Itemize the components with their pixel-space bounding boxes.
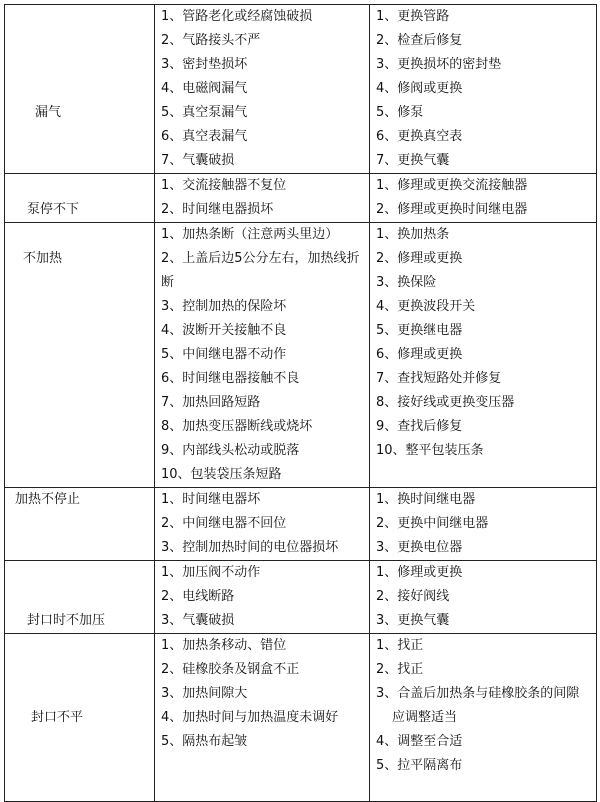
solution-item: 2、接好阀线 xyxy=(376,589,450,604)
cause-item: 5、真空泵漏气 xyxy=(161,105,248,120)
solution-cell xyxy=(370,174,597,223)
solution-item: 7、更换气囊 xyxy=(376,153,450,168)
fault-category: 不加热 xyxy=(23,251,63,266)
cause-item: 1、加热条断（注意两头里边） xyxy=(161,227,339,242)
fault-category-cell xyxy=(5,561,155,634)
cause-item: 2、中间继电器不回位 xyxy=(161,516,287,531)
cause-item: 1、交流接触器不复位 xyxy=(161,178,287,193)
solution-item: 8、接好线或更换变压器 xyxy=(376,395,515,410)
solution-item: 2、找正 xyxy=(376,662,424,677)
fault-category: 封口时不加压 xyxy=(27,613,106,628)
cause-item: 1、管路老化或经腐蚀破损 xyxy=(161,9,313,24)
solution-item: 2、检查后修复 xyxy=(376,33,463,48)
cause-item: 6、真空表漏气 xyxy=(161,129,248,144)
fault-category-cell xyxy=(5,634,155,802)
table-row xyxy=(5,174,597,223)
cause-item: 1、加热条移动、错位 xyxy=(161,638,287,653)
cause-item: 1、时间继电器坏 xyxy=(161,492,261,507)
solution-item: 3、更换损坏的密封垫 xyxy=(376,57,502,72)
solution-item: 10、整平包装压条 xyxy=(376,443,484,458)
solution-item: 6、修理或更换 xyxy=(376,347,463,362)
solution-cell xyxy=(370,488,597,561)
solution-item: 4、修阀或更换 xyxy=(376,81,463,96)
cause-item: 1、加压阀不动作 xyxy=(161,565,261,580)
solution-item: 3、更换电位器 xyxy=(376,540,463,555)
cause-item: 4、加热时间与加热温度未调好 xyxy=(161,710,339,725)
cause-item: 3、控制加热时间的电位器损坏 xyxy=(161,540,339,555)
troubleshooting-table xyxy=(4,4,597,802)
solution-item: 2、更换中间继电器 xyxy=(376,516,489,531)
fault-category-cell xyxy=(5,223,155,488)
solution-item-continued: 应调整适当 xyxy=(392,710,458,725)
fault-category: 泵停不下 xyxy=(27,202,80,217)
solution-item: 2、修理或更换时间继电器 xyxy=(376,202,528,217)
solution-item: 1、换时间继电器 xyxy=(376,492,476,507)
table-row xyxy=(5,634,597,802)
cause-item: 3、密封垫损坏 xyxy=(161,57,248,72)
solution-item: 2、修理或更换 xyxy=(376,251,463,266)
cause-item: 4、电磁阀漏气 xyxy=(161,81,248,96)
cause-item: 4、波断开关接触不良 xyxy=(161,323,287,338)
solution-item: 7、查找短路处并修复 xyxy=(376,371,502,386)
cause-item: 9、内部线头松动或脱落 xyxy=(161,443,300,458)
fault-category: 封口不平 xyxy=(31,710,84,725)
cause-cell xyxy=(155,174,370,223)
fault-category-cell xyxy=(5,174,155,223)
table-row xyxy=(5,5,597,174)
cause-cell xyxy=(155,634,370,802)
solution-item: 3、更换气囊 xyxy=(376,613,450,628)
solution-item: 1、修理或更换交流接触器 xyxy=(376,178,528,193)
cause-item: 5、隔热布起皱 xyxy=(161,734,248,749)
cause-cell xyxy=(155,561,370,634)
solution-cell xyxy=(370,223,597,488)
cause-item: 2、气路接头不严 xyxy=(161,33,261,48)
fault-category-cell xyxy=(5,488,155,561)
solution-item: 5、修泵 xyxy=(376,105,424,120)
table-row xyxy=(5,223,597,488)
cause-item: 3、加热间隙大 xyxy=(161,686,248,701)
cause-item: 2、时间继电器损坏 xyxy=(161,202,274,217)
solution-item: 4、调整至合适 xyxy=(376,734,463,749)
cause-item: 8、加热变压器断线或烧坏 xyxy=(161,419,313,434)
cause-item: 2、硅橡胶条及钢盒不正 xyxy=(161,662,300,677)
cause-cell xyxy=(155,223,370,488)
fault-category: 加热不停止 xyxy=(15,492,81,507)
solution-item: 1、找正 xyxy=(376,638,424,653)
solution-item: 5、拉平隔离布 xyxy=(376,758,463,773)
solution-item: 6、更换真空表 xyxy=(376,129,463,144)
cause-cell xyxy=(155,488,370,561)
cause-cell xyxy=(155,5,370,174)
solution-item: 5、更换继电器 xyxy=(376,323,463,338)
troubleshooting-page xyxy=(4,4,596,802)
solution-item: 1、更换管路 xyxy=(376,9,450,24)
cause-item: 2、上盖后边5公分左右，加热线折断 xyxy=(161,251,360,290)
solution-item: 3、合盖后加热条与硅橡胶条的间隙 xyxy=(376,686,580,701)
solution-cell xyxy=(370,561,597,634)
cause-item: 10、包装袋压条短路 xyxy=(161,467,282,482)
cause-item: 2、电线断路 xyxy=(161,589,235,604)
solution-cell xyxy=(370,634,597,802)
cause-item: 7、加热回路短路 xyxy=(161,395,261,410)
fault-category-cell xyxy=(5,5,155,174)
solution-item: 3、换保险 xyxy=(376,275,437,290)
fault-category: 漏气 xyxy=(35,105,62,120)
table-row xyxy=(5,561,597,634)
solution-item: 9、查找后修复 xyxy=(376,419,463,434)
cause-item: 3、气囊破损 xyxy=(161,613,235,628)
cause-item: 3、控制加热的保险坏 xyxy=(161,299,287,314)
solution-item: 1、换加热条 xyxy=(376,227,450,242)
solution-item: 1、修理或更换 xyxy=(376,565,463,580)
solution-item: 4、更换波段开关 xyxy=(376,299,476,314)
cause-item: 7、气囊破损 xyxy=(161,153,235,168)
table-row xyxy=(5,488,597,561)
cause-item: 6、时间继电器接触不良 xyxy=(161,371,300,386)
solution-cell xyxy=(370,5,597,174)
cause-item: 5、中间继电器不动作 xyxy=(161,347,287,362)
